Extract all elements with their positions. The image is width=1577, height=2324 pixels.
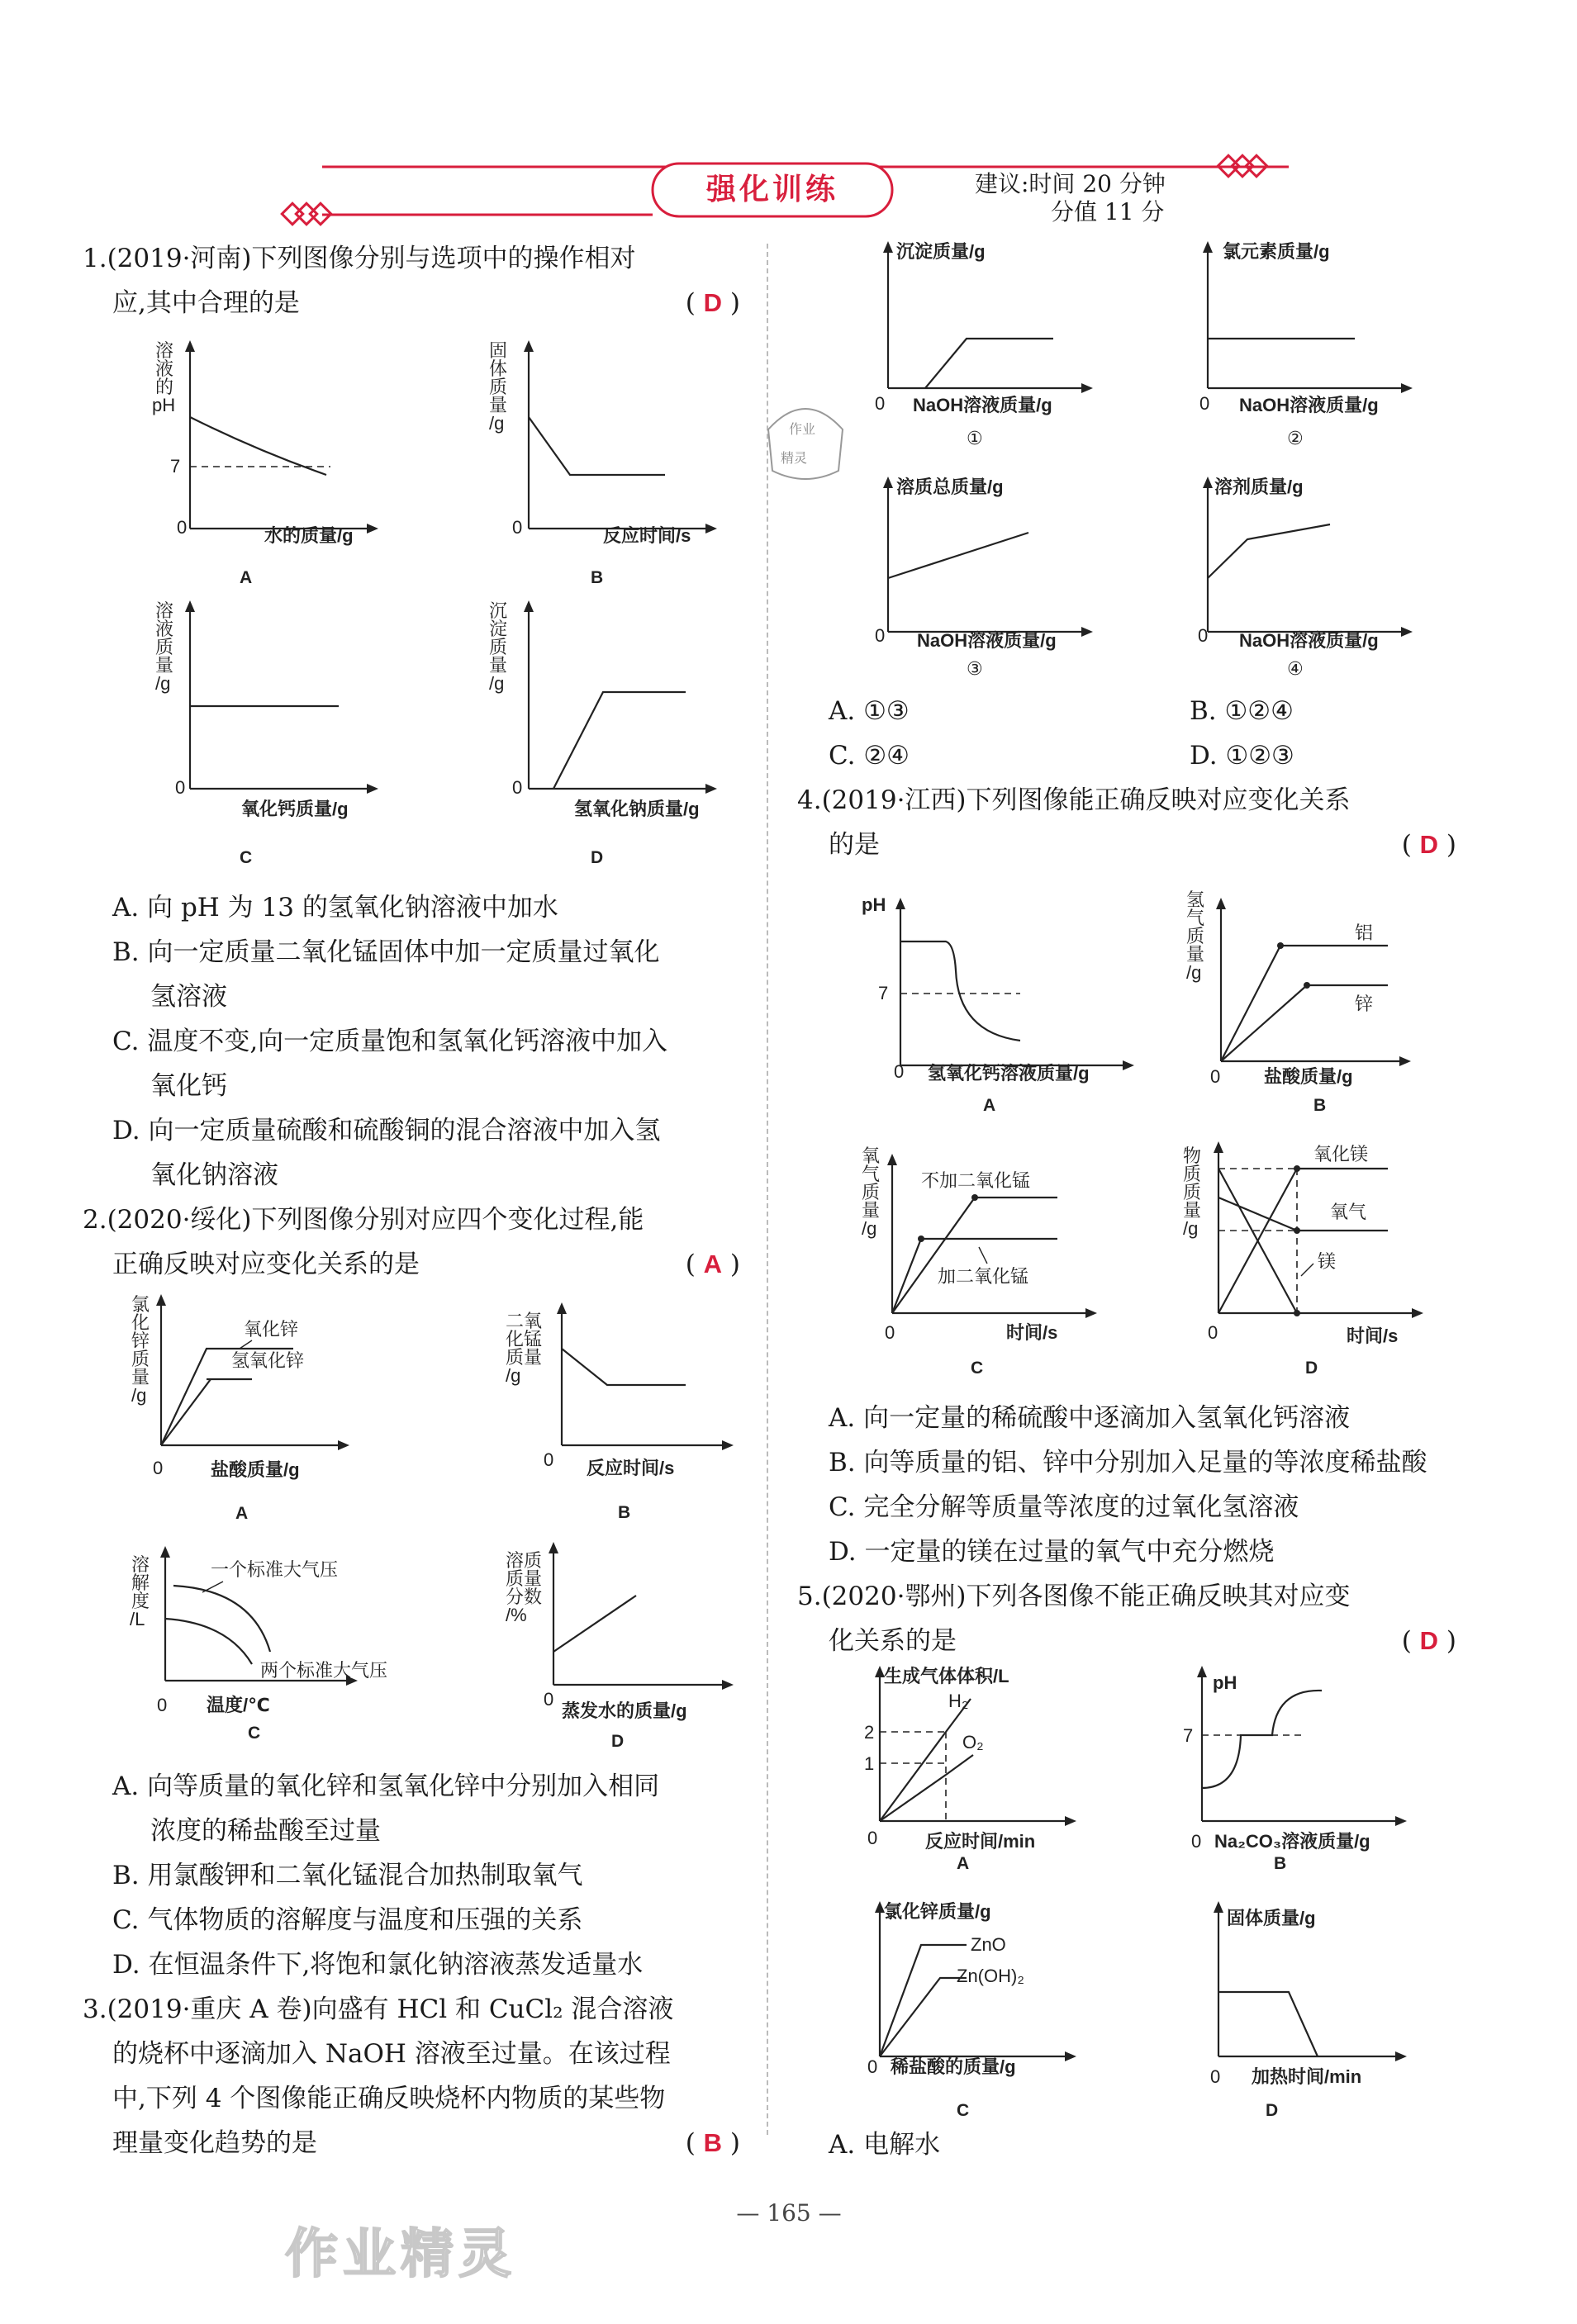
svg-text:反应时间/min: 反应时间/min [925,1831,1036,1852]
svg-text:反应时间/s: 反应时间/s [603,525,691,546]
svg-text:氯: 氯 [131,1294,150,1315]
svg-text:7: 7 [1183,1725,1194,1746]
watermark: 作业精灵 [285,2224,516,2285]
q4-graph-c [855,1144,1152,1383]
q2-option-a-line2: 浓度的稀盐酸至过量 [150,1816,381,1846]
svg-text:溶: 溶 [155,600,174,621]
svg-text:/%: /% [506,1605,527,1625]
svg-text:作业: 作业 [789,421,816,437]
svg-text:/L: /L [130,1609,145,1629]
q4-answer: ( D ) [1401,830,1456,860]
q1-graph-a-labels [149,339,397,586]
q1-option-d-line2: 氧化钠溶液 [150,1160,278,1190]
q4-answer-value: D [1419,830,1439,859]
q3-graph-3 [863,475,1161,690]
svg-text:溶剂质量/g: 溶剂质量/g [1214,477,1304,497]
svg-text:蒸发水的质量/g: 蒸发水的质量/g [562,1700,687,1721]
q2-stem-line1: 2.(2020·绥化)下列图像分别对应四个变化过程,能 [83,1205,644,1235]
svg-text:量: 量 [1183,1200,1202,1221]
svg-text:加二氧化锰: 加二氧化锰 [938,1266,1029,1287]
svg-text:质: 质 [489,637,508,657]
svg-text:化锰: 化锰 [506,1329,543,1349]
svg-text:/g: /g [1183,1218,1199,1239]
svg-text:氢氧化钙溶液质量/g: 氢氧化钙溶液质量/g [928,1063,1090,1084]
stamp-icon [760,396,851,487]
svg-text:D: D [1266,2101,1279,2120]
svg-text:盐酸质量/g: 盐酸质量/g [211,1459,300,1480]
svg-text:②: ② [1287,428,1304,448]
q4-option-a: A. 向一定量的稀硫酸中逐滴加入氢氧化钙溶液 [829,1403,1351,1433]
svg-text:锌: 锌 [131,1330,150,1351]
q4-graph-b [1181,888,1495,1119]
q2-graph-a-line2 [128,1292,376,1532]
svg-text:稀盐酸的质量/g: 稀盐酸的质量/g [891,2056,1016,2077]
svg-text:量: 量 [155,655,174,676]
svg-text:Na₂CO₃溶液质量/g: Na₂CO₃溶液质量/g [1214,1831,1370,1852]
svg-text:质量: 质量 [506,1568,543,1589]
q3-answer: ( B ) [685,2128,740,2158]
svg-text:0: 0 [177,517,188,538]
svg-text:量: 量 [131,1367,150,1387]
banner-title: 强化训练 [705,173,838,206]
q1-option-a: A. 向 pH 为 13 的氢氧化钠溶液中加水 [112,893,558,922]
svg-text:/g: /g [506,1365,521,1386]
svg-text:0: 0 [1210,1066,1221,1087]
svg-text:质: 质 [1183,1164,1202,1184]
svg-text:二氧: 二氧 [506,1311,543,1331]
svg-text:质: 质 [131,1349,150,1369]
svg-text:溶质总质量/g: 溶质总质量/g [896,477,1004,497]
svg-text:不加二氧化锰: 不加二氧化锰 [921,1170,1031,1191]
svg-text:D: D [591,848,604,867]
svg-text:0: 0 [157,1695,168,1715]
svg-text:/g: /g [1186,962,1202,983]
q3-stem-line1: 3.(2019·重庆 A 卷)向盛有 HCl 和 CuCl₂ 混合溶液 [83,1994,674,2024]
svg-text:氧气: 氧气 [1330,1202,1367,1222]
page-number: — 165 — [736,2199,842,2227]
svg-text:生成气体体积/L: 生成气体体积/L [884,1666,1009,1686]
svg-text:加热时间/min: 加热时间/min [1252,2066,1362,2087]
q1-stem-text: 应,其中合理的是 [112,288,300,318]
svg-text:A: A [983,1096,996,1115]
svg-text:2: 2 [864,1722,875,1743]
svg-text:③: ③ [967,658,983,679]
svg-text:H₂: H₂ [948,1691,969,1711]
svg-text:④: ④ [1287,658,1304,679]
q4-graph-a [855,888,1152,1119]
svg-text:量: 量 [489,395,508,415]
svg-text:固体质量/g: 固体质量/g [1227,1908,1316,1928]
svg-text:B: B [618,1503,631,1522]
svg-text:ZnO: ZnO [971,1934,1006,1955]
svg-text:0: 0 [175,777,186,798]
svg-text:质: 质 [155,637,174,657]
svg-text:0: 0 [894,1061,905,1082]
q5-graph-b [1181,1664,1495,1879]
svg-text:沉淀质量/g: 沉淀质量/g [896,241,986,262]
svg-text:NaOH溶液质量/g: NaOH溶液质量/g [1239,395,1379,415]
q1-stem-line2 [112,281,740,325]
svg-text:的: 的 [155,377,174,397]
q1-option-b-line1: B. 向一定质量二氧化锰固体中加一定质量过氧化 [112,937,660,967]
q4-graph-d [1181,1144,1495,1383]
svg-text:0: 0 [1208,1322,1218,1343]
svg-text:A: A [240,568,253,587]
svg-text:NaOH溶液质量/g: NaOH溶液质量/g [913,395,1052,415]
q4-option-c: C. 完全分解等质量等浓度的过氧化氢溶液 [829,1492,1299,1522]
q2-answer: ( A ) [685,1250,740,1279]
svg-text:A: A [957,1854,970,1873]
svg-text:固: 固 [489,340,508,361]
svg-text:C: C [957,2101,970,2120]
q1-option-d-line1: D. 向一定质量硫酸和硫酸铜的混合溶液中加入氢 [112,1116,661,1145]
q2-option-a-line1: A. 向等质量的氧化锌和氢氧化锌中分别加入相同 [112,1771,660,1801]
svg-text:物: 物 [1183,1145,1202,1166]
svg-text:淀: 淀 [489,619,508,639]
svg-text:化: 化 [131,1312,150,1333]
svg-text:氯化锌质量/g: 氯化锌质量/g [884,1901,991,1922]
svg-text:分数: 分数 [506,1586,543,1607]
svg-text:氢: 氢 [1186,889,1205,910]
svg-text:0: 0 [1198,625,1209,646]
svg-text:0: 0 [867,2056,878,2077]
svg-text:度: 度 [131,1591,150,1611]
svg-text:0: 0 [512,777,523,798]
svg-text:7: 7 [878,983,889,1003]
svg-text:NaOH溶液质量/g: NaOH溶液质量/g [1239,630,1379,651]
svg-text:溶质: 溶质 [506,1550,543,1571]
q1-stem-line1: 1.(2019·河南)下列图像分别与选项中的操作相对 [83,244,636,273]
svg-text:质: 质 [1186,926,1205,946]
q3-graph-1 [863,240,1161,454]
svg-text:氢氧化钠质量/g: 氢氧化钠质量/g [574,799,700,819]
svg-text:反应时间/s: 反应时间/s [587,1458,675,1478]
svg-text:质量: 质量 [506,1347,543,1368]
svg-text:氢氧化锌: 氢氧化锌 [231,1350,305,1371]
svg-text:时间/s: 时间/s [1347,1326,1399,1346]
q3-answer-value: B [703,2128,723,2157]
svg-text:/g: /g [489,673,505,694]
svg-text:B: B [591,568,604,587]
svg-text:时间/s: 时间/s [1006,1322,1058,1343]
svg-text:量: 量 [862,1200,881,1221]
svg-text:/g: /g [155,673,171,694]
svg-text:液: 液 [155,358,174,379]
column-separator [767,244,768,2135]
q3-option-a: A. ①③ [829,696,910,726]
q1-option-b-line2: 氢溶液 [150,982,227,1012]
q5-stem-line1: 5.(2020·鄂州)下列各图像不能正确反映其对应变 [797,1582,1351,1611]
q2-option-b: B. 用氯酸钾和二氧化锰混合加热制取氧气 [112,1861,583,1890]
svg-text:0: 0 [544,1689,554,1710]
q2-option-d: D. 在恒温条件下,将饱和氯化钠溶液蒸发适量水 [112,1950,644,1980]
svg-text:氧化锌: 氧化锌 [244,1319,299,1340]
q5-stem-line2 [829,1619,1456,1663]
svg-text:质: 质 [489,377,508,397]
q1-option-c-line1: C. 温度不变,向一定质量饱和氢氧化钙溶液中加入 [112,1027,668,1056]
svg-text:一个标准大气压: 一个标准大气压 [211,1559,339,1580]
svg-text:pH: pH [152,395,176,415]
q3-option-b: B. ①②④ [1190,696,1294,726]
q3-stem-line3: 中,下列 4 个图像能正确反映烧杯内物质的某些物 [112,2084,666,2113]
q2-answer-value: A [703,1250,723,1278]
svg-text:氧化镁: 氧化镁 [1313,1144,1369,1164]
svg-text:0: 0 [1210,2066,1221,2087]
svg-text:盐酸质量/g: 盐酸质量/g [1264,1066,1353,1087]
svg-text:0: 0 [875,393,886,414]
q2-stem-text: 正确反映对应变化关系的是 [112,1250,420,1279]
q1-graph-b [487,339,735,586]
q2-option-c: C. 气体物质的溶解度与温度和压强的关系 [112,1905,583,1935]
q1-answer: ( D ) [685,288,740,318]
q5-option-a: A. 电解水 [829,2130,941,2160]
svg-text:镁: 镁 [1318,1251,1337,1272]
svg-text:氧化钙质量/g: 氧化钙质量/g [241,799,349,819]
svg-text:D: D [1305,1359,1318,1378]
svg-text:气: 气 [1186,908,1205,928]
svg-text:/g: /g [489,413,505,434]
svg-text:1: 1 [864,1753,875,1774]
q3-graph-4 [1190,475,1487,690]
q4-stem-line2 [829,823,1456,867]
q5-answer: ( D ) [1401,1626,1456,1656]
svg-text:液: 液 [155,619,174,639]
svg-text:两个标准大气压: 两个标准大气压 [260,1660,388,1681]
svg-text:溶: 溶 [131,1554,150,1575]
svg-text:0: 0 [544,1449,554,1470]
q5-graph-a [851,1664,1148,1879]
q1-option-c-line2: 氧化钙 [150,1071,227,1101]
svg-text:温度/℃: 温度/℃ [207,1695,270,1715]
q4-stem-text: 的是 [829,830,880,860]
q2-graph-c [128,1553,458,1751]
svg-text:D: D [611,1732,625,1751]
q1-graph-d [487,599,743,871]
svg-text:0: 0 [885,1322,895,1343]
svg-text:B: B [1274,1854,1287,1873]
svg-text:0: 0 [875,625,886,646]
q5-graph-d [1181,1900,1495,2131]
svg-text:0: 0 [867,1828,878,1848]
svg-text:氯元素质量/g: 氯元素质量/g [1223,241,1330,262]
q3-stem-text: 理量变化趋势的是 [112,2128,317,2158]
svg-text:铝: 铝 [1355,922,1374,943]
svg-text:体: 体 [489,358,508,379]
svg-text:溶: 溶 [155,340,174,361]
svg-text:C: C [248,1724,261,1743]
svg-text:NaOH溶液质量/g: NaOH溶液质量/g [917,630,1057,651]
svg-text:/g: /g [131,1385,147,1406]
q5-graph-c [851,1900,1148,2131]
svg-text:水的质量/g: 水的质量/g [264,525,354,546]
advice-time: 建议:时间 20 分钟 [975,170,1166,197]
svg-text:C: C [971,1359,984,1378]
svg-text:B: B [1313,1096,1327,1115]
q3-option-c: C. ②④ [829,741,910,771]
q3-option-d: D. ①②③ [1190,741,1294,771]
svg-text:氧: 氧 [862,1145,881,1166]
q4-option-d: D. 一定量的镁在过量的氧气中充分燃烧 [829,1537,1275,1567]
svg-text:0: 0 [1191,1831,1202,1852]
svg-text:质: 质 [862,1182,881,1202]
q3-stem-line4 [112,2121,740,2165]
svg-text:解: 解 [131,1572,150,1593]
svg-text:气: 气 [862,1164,881,1184]
advice-score: 分值 11 分 [1051,198,1165,225]
q3-graph-2 [1190,240,1487,454]
svg-text:①: ① [967,428,983,448]
svg-text:0: 0 [153,1458,164,1478]
q5-stem-text: 化关系的是 [829,1626,957,1656]
svg-text:pH: pH [1213,1672,1237,1693]
q1a-tick: 7 [170,456,181,477]
svg-text:Zn(OH)₂: Zn(OH)₂ [957,1966,1024,1986]
svg-text:0: 0 [1199,393,1210,414]
svg-text:A: A [235,1504,249,1523]
q5-answer-value: D [1419,1626,1439,1655]
svg-text:精灵: 精灵 [781,450,808,466]
q2-stem-line2 [112,1242,740,1287]
svg-text:量: 量 [489,655,508,676]
svg-text:量: 量 [1186,944,1205,965]
svg-text:C: C [240,848,253,867]
svg-text:沉: 沉 [489,600,508,621]
svg-text:O₂: O₂ [962,1732,984,1752]
q2-graph-b [504,1309,752,1532]
svg-text:/g: /g [862,1218,877,1239]
q4-option-b: B. 向等质量的铝、锌中分别加入足量的等浓度稀盐酸 [829,1448,1427,1477]
svg-text:锌: 锌 [1355,994,1374,1014]
q1-graph-c [149,599,397,871]
q1-answer-value: D [703,288,723,317]
q3-stem-line2: 的烧杯中逐滴加入 NaOH 溶液至过量。在该过程 [112,2039,671,2069]
svg-text:质: 质 [1183,1182,1202,1202]
svg-text:pH: pH [862,894,886,915]
svg-text:0: 0 [512,517,523,538]
q2-graph-d [504,1549,752,1755]
q4-stem-line1: 4.(2019·江西)下列图像能正确反映对应变化关系 [797,785,1351,815]
